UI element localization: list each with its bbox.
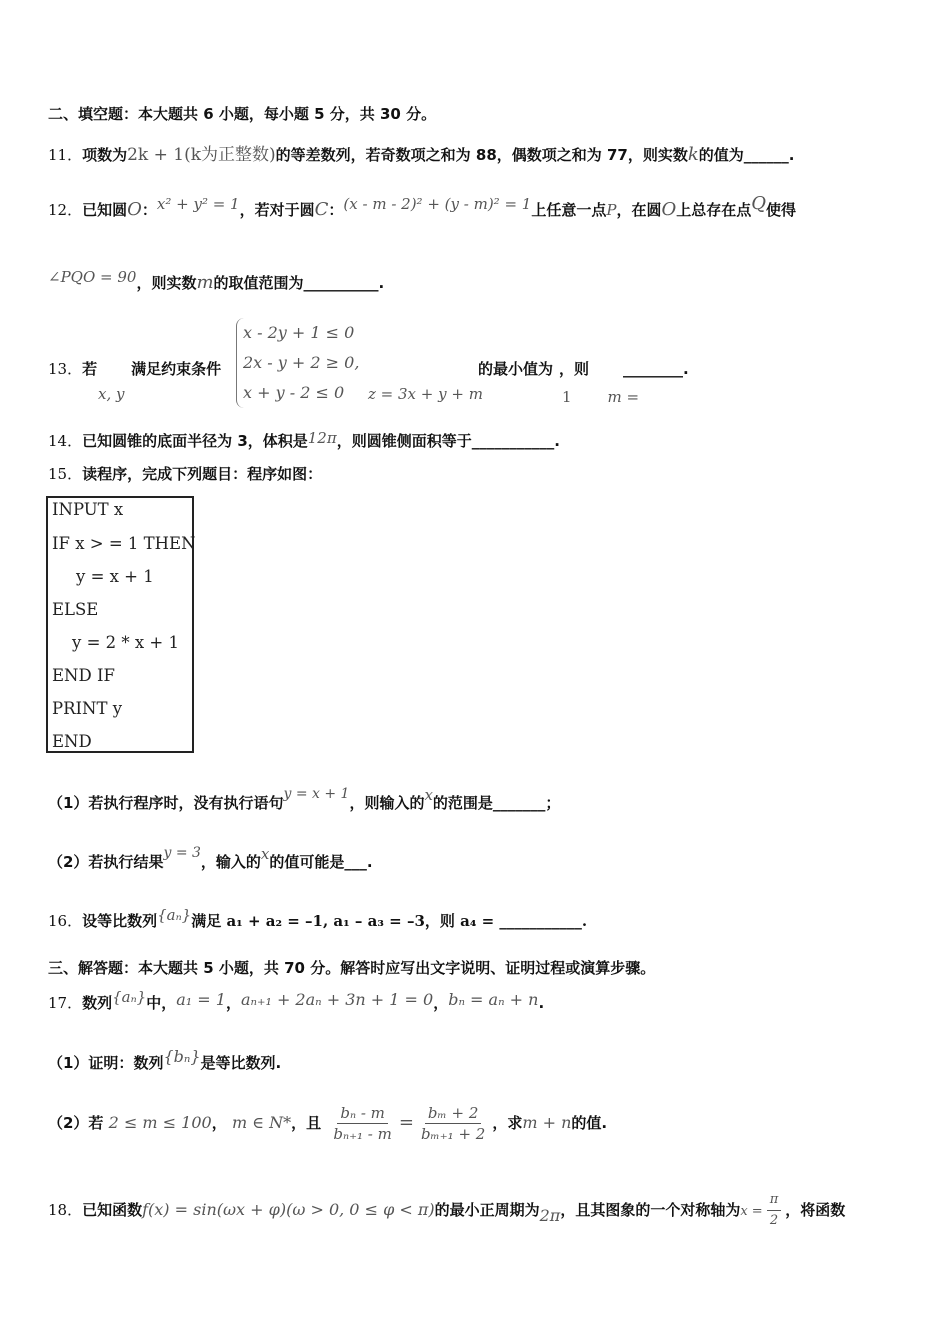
question-number: 18．	[48, 1201, 83, 1219]
program-line: y = x + 1	[76, 567, 154, 586]
math-expression: ∠PQO = 90	[48, 268, 137, 286]
question-13: 13．若 满足约束条件	[48, 360, 222, 378]
fraction-pi-over-2: $\frac{\pi}{2}$	[767, 1190, 782, 1231]
math-expression: x² + y² = 1	[156, 195, 240, 213]
program-line: INPUT x	[52, 500, 124, 519]
math-expression: 2k + 1(k为正整数)	[127, 145, 276, 165]
question-16: 16．设等比数列{aₙ}满足 a₁ + a₂ = –1, a₁ – a₃ = –3，则 a₄ = ___________.	[48, 906, 588, 930]
question-number: 14．	[48, 432, 83, 450]
question-15: 15．读程序，完成下列题目：程序如图：	[48, 465, 323, 483]
program-line: END	[52, 732, 92, 751]
program-box	[46, 496, 194, 753]
constraint-2: 2x - y + 2 ≥ 0,	[243, 353, 360, 372]
constraint-3: x + y - 2 ≤ 0	[243, 383, 345, 402]
question-13-tail: 的最小值为 ，则 ________.	[478, 360, 689, 378]
question-number: 17．	[48, 994, 83, 1012]
question-11: 11．项数为2k + 1(k为正整数)的等差数列，若奇数项之和为 88，偶数项之和为 77，则实数k的值为______.	[48, 144, 795, 165]
question-number: 12．	[48, 201, 83, 219]
question-17-part-2: （2）若 2 ≤ m ≤ 100， m ∈ N*，且 $\frac{\text{bₙ - m}}{\text{bₙ₊₁ - m}}$ = $\frac{\text{bₘ + 2}}{\text{bₘ₊₁ + 2}}$ ，求m + n的值.	[48, 1104, 608, 1143]
question-number: 15．	[48, 465, 83, 483]
question-14: 14．已知圆锥的底面半径为 3，体积是12π，则圆锥侧面积等于___________.	[48, 429, 560, 450]
question-12-line-1: 12．已知圆O：x² + y² = 1，若对于圆C：(x - m - 2)² + (y - m)² = 1上任意一点P，在圆O上总存在点Q使得	[48, 193, 797, 220]
question-17: 17．数列{aₙ}中，a₁ = 1，aₙ₊₁ + 2aₙ + 3n + 1 = 0，bₙ = aₙ + n.	[48, 988, 545, 1012]
program-line: ELSE	[52, 600, 99, 619]
section-3-title: 三、解答题：本大题共 5 小题，共 70 分。解答时应写出文字说明、证明过程或演算步骤。	[48, 959, 656, 977]
math-expression: (x - m - 2)² + (y - m)² = 1	[343, 195, 532, 213]
question-number: 16．	[48, 912, 83, 930]
question-15-part-1: （1）若执行程序时，没有执行语句y = x + 1，则输入的x的范围是_______；	[48, 786, 561, 812]
constraint-1: x - 2y + 1 ≤ 0	[243, 323, 355, 342]
question-12-line-2: ∠PQO = 90，则实数m的取值范围为__________.	[48, 268, 385, 293]
question-18: 18．已知函数f(x) = sin(ωx + φ)(ω > 0, 0 ≤ φ < π)的最小正周期为2π，且其图象的一个对称轴为x = $\frac{\pi}{2}$ ，将函数	[48, 1190, 845, 1231]
program-line: IF x > = 1 THEN	[52, 534, 196, 553]
program-line: PRINT y	[52, 699, 123, 718]
question-number: 11．	[48, 146, 83, 164]
question-13-values: 1 m =	[562, 388, 640, 406]
section-2-title: 二、填空题：本大题共 6 小题，每小题 5 分，共 30 分。	[48, 105, 437, 123]
question-13-xy: x, y	[98, 385, 125, 403]
question-13-objective: z = 3x + y + m	[368, 385, 483, 403]
fraction-right: $\frac{\text{bₘ + 2}}{\text{bₘ₊₁ + 2}}$	[420, 1104, 486, 1143]
fraction-left: $\frac{\text{bₙ - m}}{\text{bₙ₊₁ - m}}$	[333, 1104, 392, 1143]
question-number: 13．	[48, 360, 83, 378]
program-line: END IF	[52, 666, 115, 685]
question-15-part-2: （2）若执行结果y = 3，输入的x的值可能是___.	[48, 845, 373, 871]
constraint-system	[236, 318, 359, 408]
program-line: y = 2 * x + 1	[72, 633, 179, 652]
question-17-part-1: （1）证明：数列{bₙ}是等比数列.	[48, 1047, 282, 1072]
